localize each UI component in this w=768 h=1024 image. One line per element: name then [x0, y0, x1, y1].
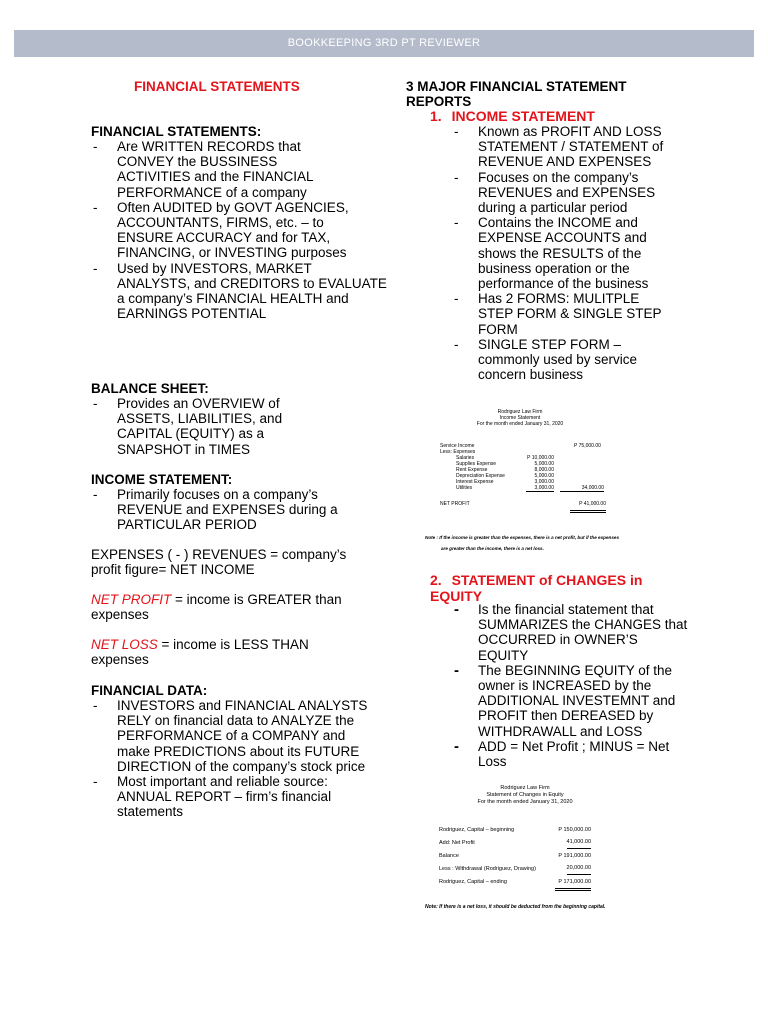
- income-statement-heading: [430, 108, 595, 124]
- list-item: - Is the financial statement that SUMMARIZES the CHANGES that OCCURRED in OWNER’S EQUITY: [452, 602, 688, 663]
- expense-value: 5,000.00: [534, 461, 554, 467]
- list-item: - Primarily focuses on a company’s REVENUE and EXPENSES during a PARTICULAR PERIOD: [91, 487, 357, 533]
- balance-sheet-section: [91, 381, 381, 457]
- table-row: [439, 850, 591, 863]
- expense-label: Salaries: [456, 455, 475, 461]
- is-list: [91, 487, 381, 533]
- equity-statement-example: [470, 785, 580, 806]
- income-number: 1.: [430, 108, 442, 124]
- equity-rows: [439, 824, 591, 889]
- eq-row-label: Add: Net Profit: [439, 840, 475, 846]
- bs-heading: BALANCE SHEET:: [91, 381, 209, 396]
- eq-row-label: Rodriguez, Capital – ending: [439, 879, 507, 885]
- income-statement-example: [425, 409, 615, 427]
- list-item: - Most important and reliable source: ANNUAL REPORT – firm’s financial statements: [91, 774, 349, 820]
- is-service-income-label: Service Income: [440, 443, 475, 449]
- list-item: - INVESTORS and FINANCIAL ANALYSTS RELY on financial data to ANALYZE the PERFORMANCE of a COMPANY and make PREDICTIONS about its FUTURE DIRECTION of the company’s stock price: [91, 698, 375, 774]
- expense-label: Utilities: [456, 485, 473, 491]
- list-item: - Used by INVESTORS, MARKET ANALYSTS, and CREDITORS to EVALUATE a company’s FINANCIAL HEALTH and EARNINGS POTENTIAL: [91, 261, 387, 322]
- is-less-label: Less: Expenses: [440, 449, 476, 455]
- eq-title: Statement of Changes in Equity: [486, 792, 564, 798]
- net-loss-term: NET LOSS: [91, 637, 158, 652]
- header-title: BOOKKEEPING 3RD PT REVIEWER: [287, 37, 481, 49]
- equity-heading-text: STATEMENT of CHANGES in EQUITY: [430, 572, 643, 604]
- eq-row-value: P 191,000.00: [558, 853, 591, 859]
- expense-value: 3,000.00: [534, 479, 554, 485]
- is-service-income-value: P 75,000.00: [574, 443, 601, 449]
- list-item: - ADD = Net Profit ; MINUS = Net Loss: [452, 739, 692, 769]
- expense-value: P 10,000.00: [527, 455, 554, 461]
- equity-list: [452, 602, 692, 769]
- list-item: - SINGLE STEP FORM – commonly used by service concern business: [452, 337, 674, 383]
- equity-number: 2.: [430, 572, 442, 588]
- expense-label: Depreciation Expense: [456, 473, 505, 479]
- income-heading-text: INCOME STATEMENT: [451, 108, 595, 124]
- expense-value: 8,000.00: [534, 467, 554, 473]
- fd-list: [91, 698, 381, 820]
- financial-data-section: [91, 683, 381, 820]
- is-note-line1: Note : If the income is greater than the expenses, there is a net profit, but if the expenses: [425, 535, 620, 540]
- is-heading: INCOME STATEMENT:: [91, 472, 233, 487]
- is-period: For the month ended January 31, 2020: [476, 421, 564, 427]
- main-title: FINANCIAL STATEMENTS: [134, 79, 300, 94]
- is-total-expenses: 34,000.00: [560, 485, 604, 492]
- table-row: [439, 837, 591, 850]
- eq-row-label: Rodriguez, Capital – beginning: [439, 827, 515, 833]
- list-item: - Are WRITTEN RECORDS that CONVEY the BUSSINESS ACTIVITIES and the FINANCIAL PERFORMANCE of a company: [91, 139, 353, 200]
- eq-row-label: Balance: [439, 853, 459, 859]
- fs-heading: FINANCIAL STATEMENTS:: [91, 124, 262, 139]
- eq-period: For the month ended January 31, 2020: [477, 799, 573, 805]
- net-profit-term: NET PROFIT: [91, 592, 172, 607]
- eq-row-value: 41,000.00: [567, 837, 591, 849]
- list-item: - Has 2 FORMS: MULITPLE STEP FORM & SINGLE STEP FORM: [452, 291, 674, 337]
- net-loss-definition: [91, 637, 361, 667]
- net-income-formula: EXPENSES ( - ) REVENUES = company’s profit figure= NET INCOME: [91, 547, 347, 578]
- income-statement-section: [91, 472, 381, 533]
- list-item: - The BEGINNING EQUITY of the owner is INCREASED by the ADDITIONAL INVESTEMNT and PROFIT then DEREASED by WITHDRAWALL and LOSS: [452, 663, 692, 739]
- net-profit-definition: [91, 592, 361, 622]
- eq-row-value: P 171,000.00: [558, 879, 591, 885]
- is-title: Income Statement: [499, 415, 541, 421]
- table-row: [439, 863, 591, 876]
- double-underline: [555, 888, 591, 891]
- net-profit-text: = income is GREATER than expenses: [91, 592, 342, 623]
- is-firm: Rodriguez Law Firm: [497, 409, 543, 415]
- expense-value: 3,000.00: [526, 485, 554, 492]
- list-item: - Focuses on the company’s REVENUES and EXPENSES during a particular period: [452, 170, 688, 216]
- table-row: [439, 824, 591, 837]
- income-statement-list: [452, 124, 692, 382]
- eq-row-value: 20,000.00: [567, 863, 591, 875]
- is-net-profit-label: NET PROFIT: [440, 501, 470, 507]
- expense-label: Rent Expense: [456, 467, 488, 473]
- list-item: - Known as PROFIT AND LOSS STATEMENT / STATEMENT of REVENUE AND EXPENSES: [452, 124, 678, 170]
- eq-row-label: Less : Withdrawal (Rodriguez, Drawing): [439, 866, 536, 872]
- list-item: - Provides an OVERVIEW of ASSETS, LIABILITIES, and CAPITAL (EQUITY) as a SNAPSHOT in TIMES: [91, 396, 327, 457]
- list-item: - Contains the INCOME and EXPENSE ACCOUNTS and shows the RESULTS of the business operation or the performance of the business: [452, 215, 678, 291]
- equity-heading: [430, 572, 670, 604]
- financial-statements-section: [91, 124, 387, 322]
- reports-heading: 3 MAJOR FINANCIAL STATEMENT REPORTS: [406, 79, 627, 109]
- bs-list: [91, 396, 381, 457]
- page-header: [14, 30, 754, 57]
- is-net-profit-value: P 41,000.00: [579, 501, 606, 507]
- double-underline: [570, 510, 606, 513]
- expense-label: Supplies Expense: [456, 461, 497, 467]
- expense-label: Interest Expense: [456, 479, 494, 485]
- eq-row-value: P 150,000.00: [558, 827, 591, 833]
- fs-list: [91, 139, 387, 322]
- eq-firm: Rodriguez Law Firm: [500, 785, 550, 791]
- is-note-line2: are greater than the income, there is a net loss.: [441, 546, 544, 551]
- net-loss-text: = income is LESS THAN expenses: [91, 637, 309, 668]
- list-item: - Often AUDITED by GOVT AGENCIES, ACCOUNTANTS, FIRMS, etc. – to ENSURE ACCURACY and for TAX, FINANCING, or INVESTING purposes: [91, 200, 353, 261]
- eq-note: Note: If there is a net loss, it should be deducted from the beginning capital.: [425, 904, 606, 910]
- fd-heading: FINANCIAL DATA:: [91, 683, 208, 698]
- expense-value: 5,000.00: [534, 473, 554, 479]
